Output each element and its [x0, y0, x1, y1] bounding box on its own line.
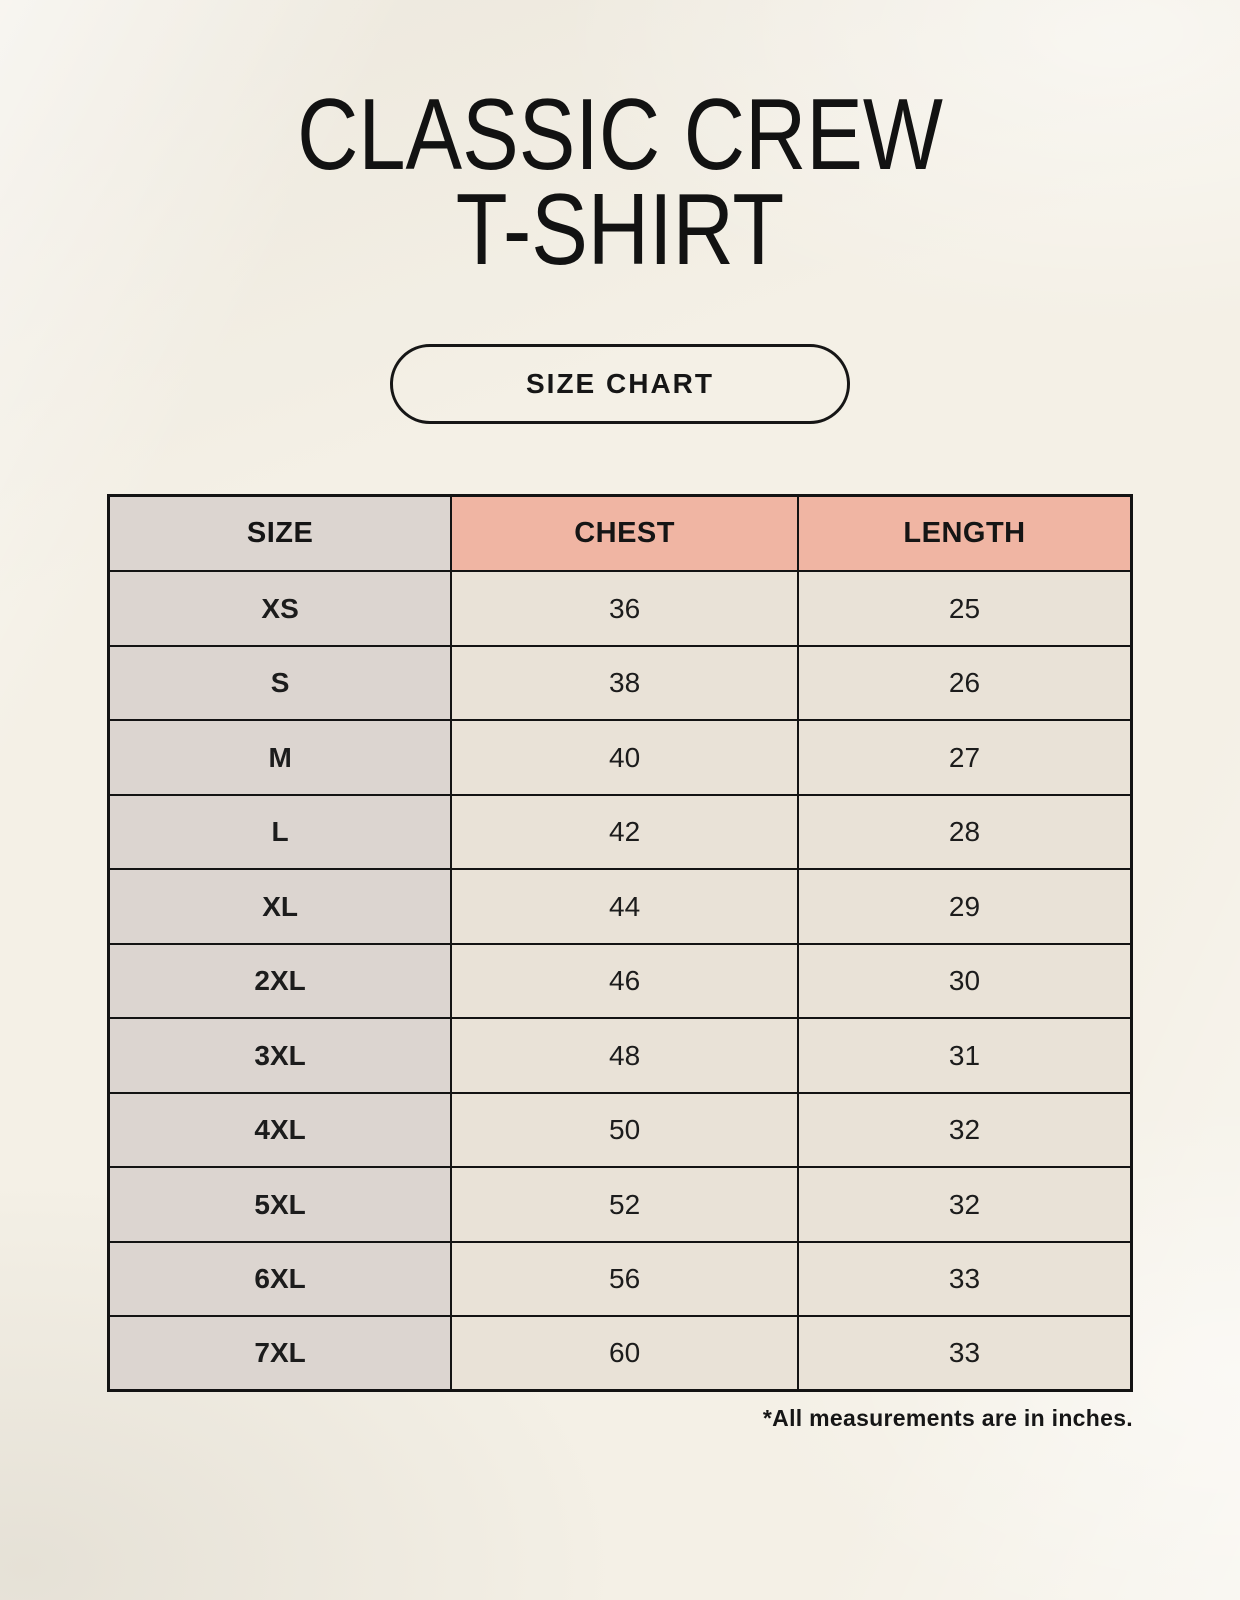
column-header-size: SIZE: [109, 495, 452, 571]
chest-cell: 36: [451, 571, 798, 646]
size-chart-table: [107, 494, 1133, 1393]
size-cell: 5XL: [109, 1167, 452, 1242]
size-cell: L: [109, 795, 452, 870]
chest-cell: 46: [451, 944, 798, 1019]
column-header-chest: CHEST: [451, 495, 798, 571]
length-cell: 27: [798, 720, 1132, 795]
table-header-row: [109, 495, 1132, 571]
size-chart-button[interactable]: [390, 344, 850, 424]
chest-cell: 40: [451, 720, 798, 795]
length-cell: 28: [798, 795, 1132, 870]
table-row: [109, 869, 1132, 944]
table-row: [109, 944, 1132, 1019]
size-cell: 7XL: [109, 1316, 452, 1391]
length-cell: 31: [798, 1018, 1132, 1093]
size-cell: 6XL: [109, 1242, 452, 1317]
size-cell: 4XL: [109, 1093, 452, 1168]
title-line-2: T-SHIRT: [455, 173, 785, 286]
table-row: [109, 795, 1132, 870]
chest-cell: 60: [451, 1316, 798, 1391]
table-row: [109, 646, 1132, 721]
chest-cell: 56: [451, 1242, 798, 1317]
table-row: [109, 1167, 1132, 1242]
size-cell: XS: [109, 571, 452, 646]
chest-cell: 42: [451, 795, 798, 870]
length-cell: 30: [798, 944, 1132, 1019]
chest-cell: 38: [451, 646, 798, 721]
column-header-length: LENGTH: [798, 495, 1132, 571]
measurement-footnote: *All measurements are in inches.: [762, 1405, 1133, 1432]
chest-cell: 50: [451, 1093, 798, 1168]
chest-cell: 48: [451, 1018, 798, 1093]
size-chart-button-label: SIZE CHART: [526, 367, 714, 399]
table-row: [109, 571, 1132, 646]
table-row: [109, 1093, 1132, 1168]
size-cell: M: [109, 720, 452, 795]
table-row: [109, 1316, 1132, 1391]
length-cell: 33: [798, 1242, 1132, 1317]
table-row: [109, 1018, 1132, 1093]
table-row: [109, 720, 1132, 795]
table-row: [109, 1242, 1132, 1317]
length-cell: 25: [798, 571, 1132, 646]
length-cell: 32: [798, 1093, 1132, 1168]
length-cell: 33: [798, 1316, 1132, 1391]
size-cell: S: [109, 646, 452, 721]
size-cell: 2XL: [109, 944, 452, 1019]
length-cell: 32: [798, 1167, 1132, 1242]
size-cell: 3XL: [109, 1018, 452, 1093]
page-title: [99, 79, 1141, 286]
length-cell: 29: [798, 869, 1132, 944]
chest-cell: 44: [451, 869, 798, 944]
length-cell: 26: [798, 646, 1132, 721]
size-cell: XL: [109, 869, 452, 944]
title-line-1: CLASSIC CREW: [297, 79, 943, 191]
chest-cell: 52: [451, 1167, 798, 1242]
